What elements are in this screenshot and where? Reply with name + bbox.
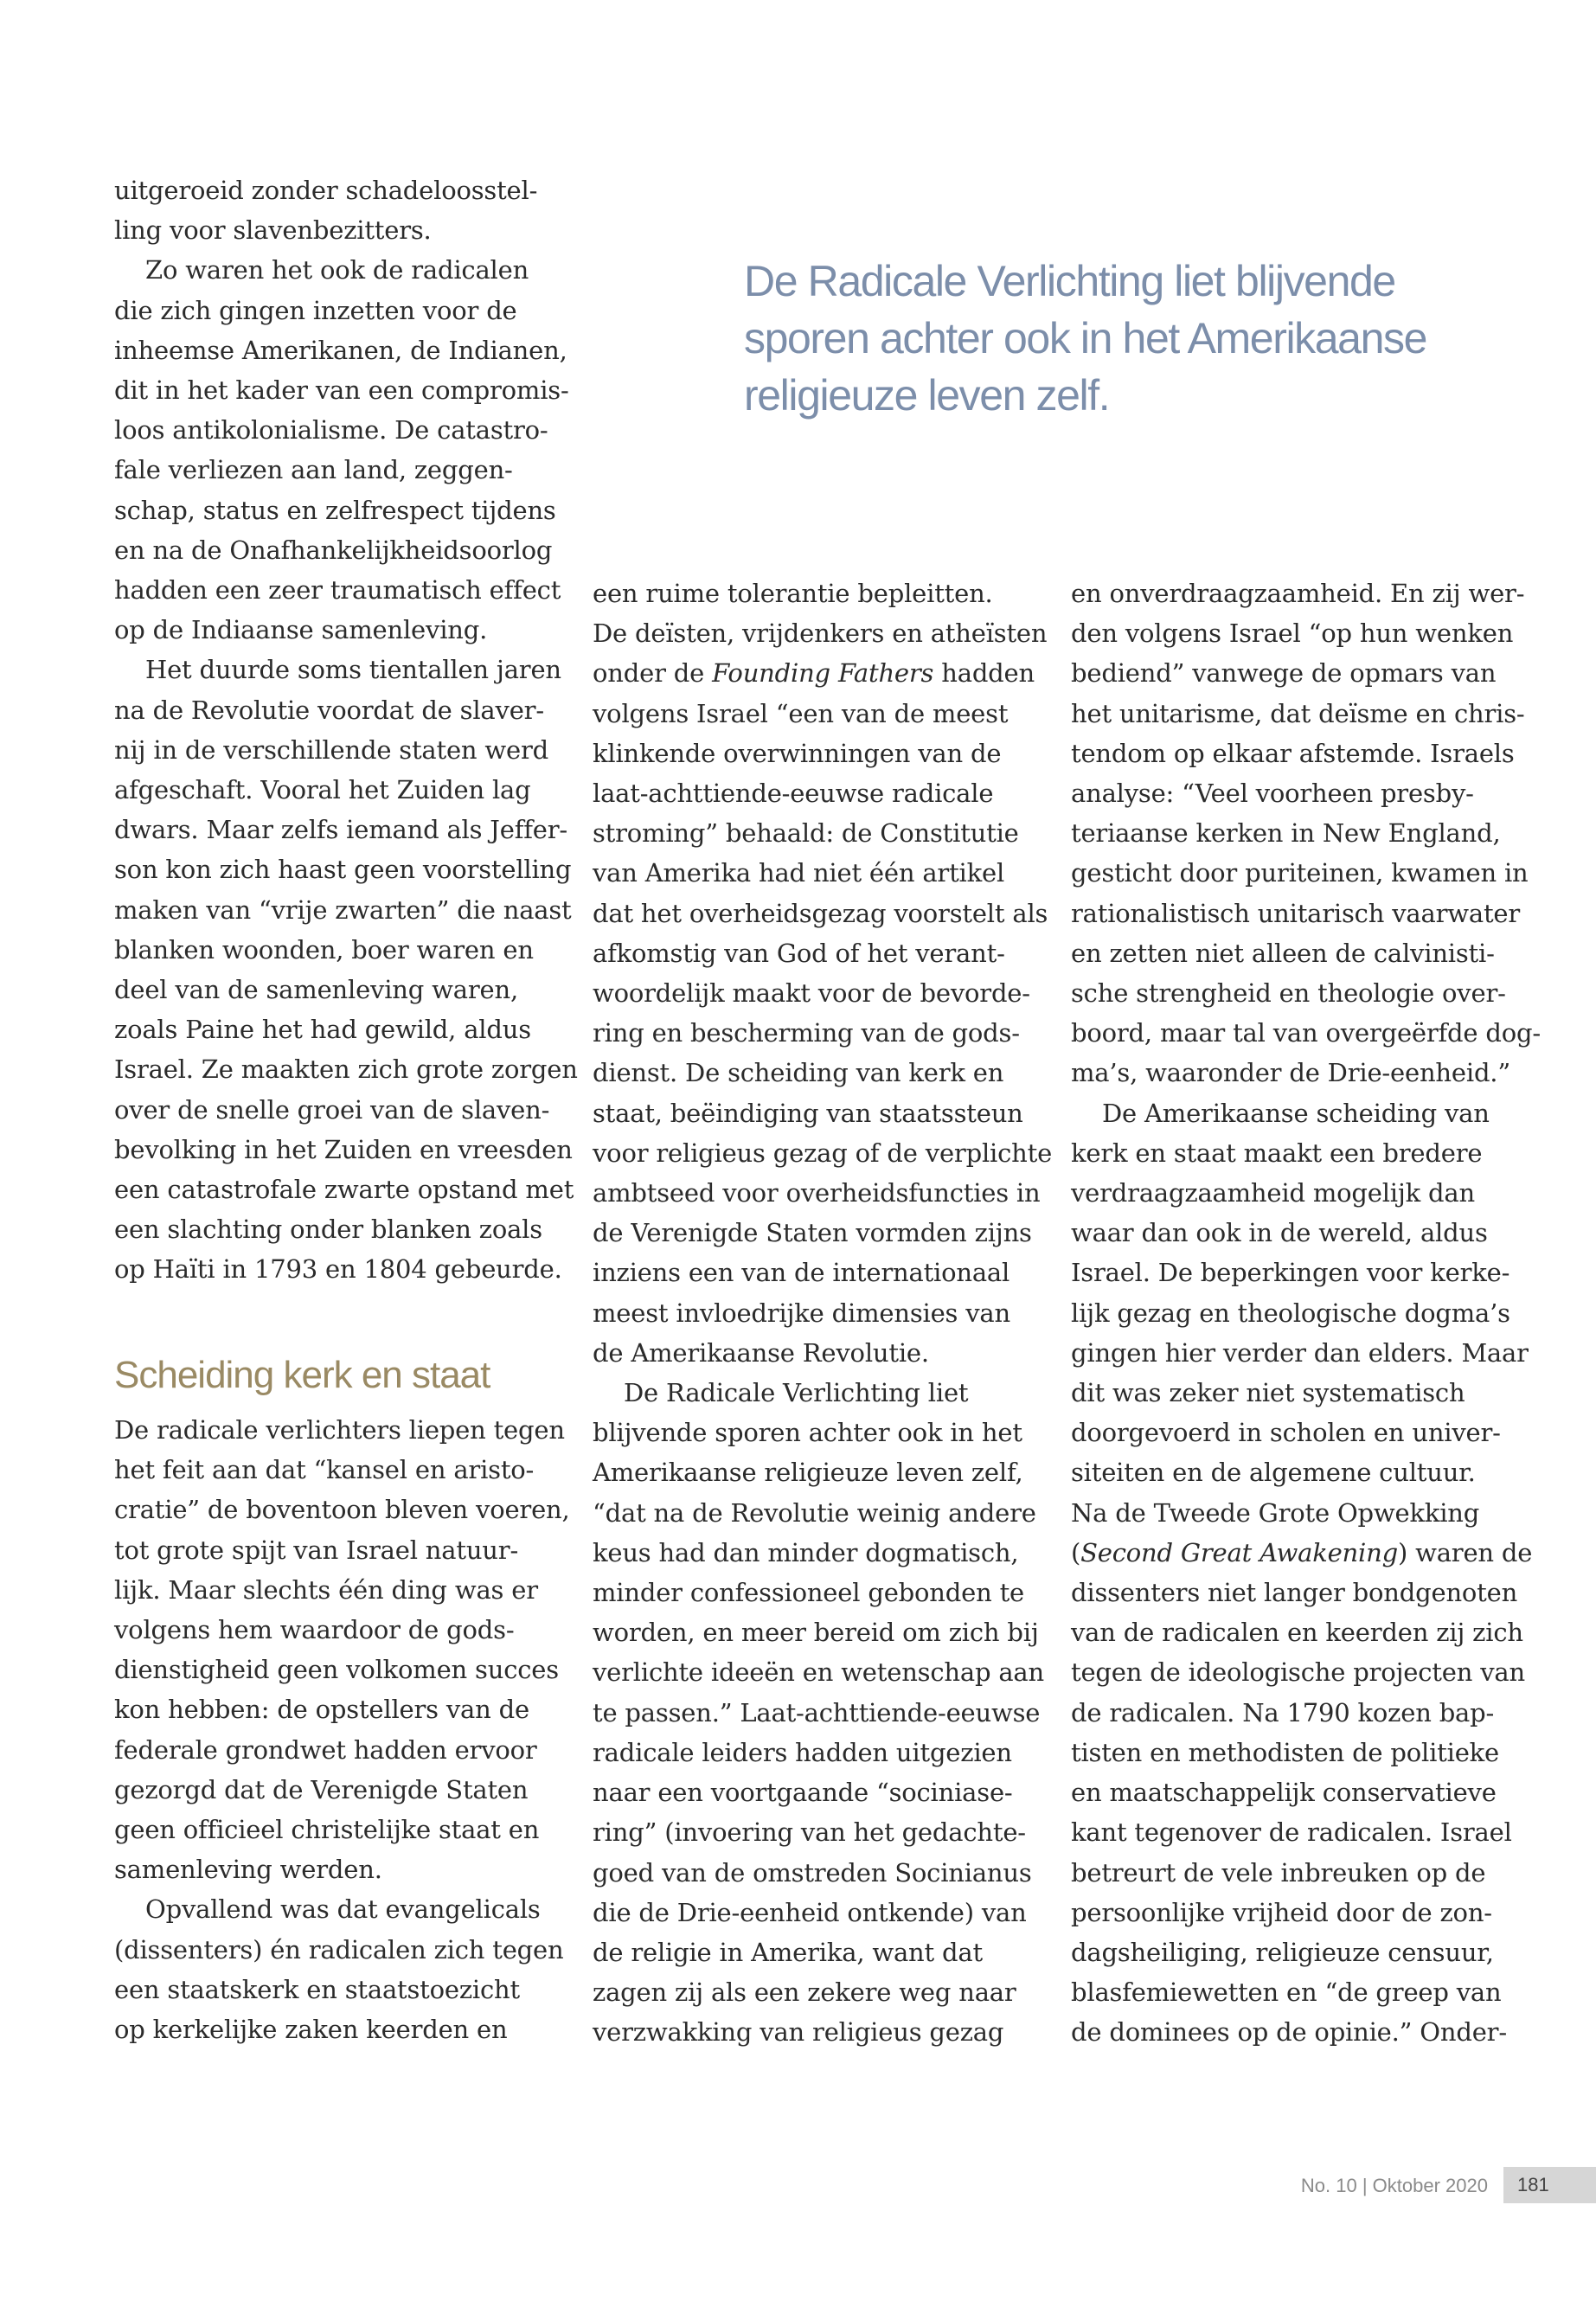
text-line: afkomstig van God of het verant- — [593, 938, 1005, 968]
text-line: ling voor slavenbezitters. — [114, 215, 432, 246]
text-line: afgeschaft. Vooral het Zuiden lag — [114, 775, 531, 805]
text-line: cratie” de boventoon bleven voeren, — [114, 1495, 570, 1525]
column-3 — [1071, 574, 1541, 2053]
italic-text: Second Great Awakening — [1080, 1537, 1398, 1567]
text-line: dagsheiliging, religieuze censuur, — [1071, 1937, 1494, 1967]
text-line: de religie in Amerika, want dat — [593, 1937, 983, 1967]
text-line: ambtseed voor overheidsfuncties in — [593, 1178, 1041, 1208]
text-line: en na de Onafhankelijkheidsoorlog — [114, 535, 553, 565]
text-line: maken van “vrije zwarten” die naast — [114, 894, 572, 925]
text-line: blanken woonden, boer waren en — [114, 934, 534, 965]
column-2 — [593, 574, 1053, 2053]
text-line: een staatskerk en staatstoezicht — [114, 1974, 520, 2004]
text-line: Na de Tweede Grote Opwekking — [1071, 1497, 1480, 1528]
text-line: geen officieel christelijke staat en — [114, 1815, 540, 1845]
text-line: het unitarisme, dat deïsme en chris- — [1071, 698, 1525, 728]
text-line: naar een voortgaande “sociniase- — [593, 1778, 1013, 1808]
text-line: dit in het kader van een compromis- — [114, 375, 569, 406]
text-fragment: ( — [1071, 1537, 1081, 1567]
text-line: schap, status en zelfrespect tijdens — [114, 495, 556, 525]
text-line: De Radicale Verlichting liet — [624, 1378, 969, 1408]
text-line: Opvallend was dat evangelicals — [145, 1894, 541, 1925]
text-line: van de radicalen en keerden zij zich — [1071, 1618, 1523, 1648]
text-line: sche strengheid en theologie over- — [1071, 978, 1506, 1009]
text-line: voor religieus gezag of de verplichte — [593, 1138, 1053, 1168]
text-line: gezorgd dat de Verenigde Staten — [114, 1774, 529, 1804]
text-line: de dominees op de opinie.” Onder- — [1071, 2017, 1507, 2048]
text-line: radicale leiders hadden uitgezien — [593, 1737, 1012, 1767]
text-line: gingen hier verder dan elders. Maar — [1071, 1337, 1529, 1368]
text-line: analyse: “Veel voorheen presby- — [1071, 779, 1474, 809]
text-line: volgens Israel “een van de meest — [593, 698, 1009, 728]
text-line: inheemse Amerikanen, de Indianen, — [114, 335, 567, 365]
text-line: nij in de verschillende staten werd — [114, 734, 549, 765]
text-line: inziens een van de internationaal — [593, 1258, 1010, 1288]
text-line: Zo waren het ook de radicalen — [145, 255, 529, 285]
text-line: verlichte ideeën en wetenschap aan — [593, 1657, 1044, 1688]
text-line: en maatschappelijk conservatieve — [1071, 1778, 1497, 1808]
italic-text: Founding Fathers — [712, 658, 934, 689]
text-line: van Amerika had niet één artikel — [593, 858, 1005, 888]
text-line: fale verliezen aan land, zeggen- — [114, 455, 513, 485]
text-line: volgens hem waardoor de gods- — [114, 1615, 515, 1645]
text-line: blijvende sporen achter ook in het — [593, 1418, 1022, 1448]
text-line: en zetten niet alleen de calvinisti- — [1071, 938, 1495, 968]
text-line: tendom op elkaar afstemde. Israels — [1071, 738, 1515, 768]
text-line: Israel. De beperkingen voor kerke- — [1071, 1258, 1510, 1288]
text-line: verzwakking van religieus gezag — [593, 2017, 1004, 2048]
text-line: son kon zich haast geen voorstelling — [114, 855, 572, 885]
text-line: teriaanse kerken in New England, — [1071, 818, 1501, 849]
text-line: de radicalen. Na 1790 kozen bap- — [1071, 1697, 1495, 1727]
text-line: meest invloedrijke dimensies van — [593, 1298, 1011, 1328]
text-line: een ruime tolerantie bepleitten. — [593, 579, 993, 608]
text-line: “dat na de Revolutie weinig andere — [593, 1497, 1036, 1528]
text-line: worden, en meer bereid om zich bij — [593, 1618, 1039, 1648]
text-line: doorgevoerd in scholen en univer- — [1071, 1418, 1501, 1448]
text-line — [1071, 1533, 1533, 1573]
section-heading: Scheiding kerk en staat — [114, 1354, 490, 1396]
text-line: woordelijk maakt voor de bevorde- — [593, 978, 1030, 1009]
text-line: De deïsten, vrijdenkers en atheïsten — [593, 619, 1048, 649]
text-line: goed van de omstreden Socinianus — [593, 1857, 1032, 1888]
pull-quote-line: sporen achter ook in het Amerikaanse — [744, 314, 1426, 362]
text-line: de Verenigde Staten vormden zijns — [593, 1218, 1032, 1248]
page-number: 181 — [1503, 2167, 1596, 2203]
text-line: kant tegenover de radicalen. Israel — [1071, 1817, 1512, 1848]
text-fragment: ) waren de — [1397, 1537, 1533, 1567]
text-line: dat het overheidsgezag voorstelt als — [593, 898, 1048, 928]
text-line: dienst. De scheiding van kerk en — [593, 1058, 1004, 1088]
text-line: op de Indiaanse samenleving. — [114, 615, 488, 645]
text-line: het feit aan dat “kansel en aristo- — [114, 1455, 535, 1485]
text-line: tisten en methodisten de politieke — [1071, 1737, 1500, 1767]
column-1-bottom — [114, 1410, 570, 2049]
text-line: den volgens Israel “op hun wenken — [1071, 619, 1514, 649]
text-line: boord, maar tal van overgeërfde dog- — [1071, 1018, 1541, 1048]
text-line: kon hebben: de opstellers van de — [114, 1695, 529, 1725]
text-line: op kerkelijke zaken keerden en — [114, 2015, 508, 2045]
text-line: dit was zeker niet systematisch — [1071, 1378, 1465, 1408]
text-line: uitgeroeid zonder schadeloosstel- — [114, 176, 538, 205]
text-line: De Amerikaanse scheiding van — [1102, 1098, 1490, 1128]
text-line: siteiten en de algemene cultuur. — [1071, 1458, 1476, 1488]
text-line: kerk en staat maakt een bredere — [1071, 1138, 1483, 1168]
text-line: ma’s, waaronder de Drie-eenheid.” — [1071, 1058, 1510, 1088]
text-line: dissenters niet langer bondgenoten — [1071, 1578, 1518, 1608]
text-fragment: onder de — [593, 658, 713, 689]
text-line: deel van de samenleving waren, — [114, 975, 518, 1005]
text-line: Het duurde soms tientallen jaren — [145, 655, 561, 685]
column-3-part-b — [1071, 1573, 1525, 2052]
text-line: op Haïti in 1793 en 1804 gebeurde. — [114, 1254, 562, 1285]
text-fragment: hadden — [933, 658, 1035, 689]
text-line: bevolking in het Zuiden en vreesden — [114, 1134, 573, 1164]
text-line: tegen de ideologische projecten van — [1071, 1657, 1525, 1688]
text-line: gesticht door puriteinen, kwamen in — [1071, 858, 1529, 888]
text-line: dwars. Maar zelfs iemand als Jeffer- — [114, 815, 567, 845]
text-line: federale grondwet hadden ervoor — [114, 1734, 537, 1765]
text-line: lijk. Maar slechts één ding was er — [114, 1574, 538, 1605]
text-line: de Amerikaanse Revolutie. — [593, 1337, 929, 1368]
text-line: over de snelle groei van de slaven- — [114, 1094, 550, 1125]
text-line: persoonlijke vrijheid door de zon- — [1071, 1897, 1492, 1927]
text-line: samenleving werden. — [114, 1855, 382, 1885]
text-line: stroming” behaald: de Constitutie — [593, 818, 1019, 849]
text-line: keus had dan minder dogmatisch, — [593, 1537, 1019, 1567]
column-1-top — [114, 170, 578, 1290]
text-line: en onverdraagzaamheid. En zij wer- — [1071, 579, 1525, 608]
text-line: loos antikolonialisme. De catastro- — [114, 415, 548, 445]
pull-quote — [744, 253, 1471, 424]
footer-issue: No. 10 | Oktober 2020 — [1300, 2175, 1488, 2196]
pull-quote-line: religieuze leven zelf. — [744, 371, 1110, 420]
text-line: na de Revolutie voordat de slaver- — [114, 695, 544, 725]
text-line: klinkende overwinningen van de — [593, 738, 1002, 768]
pull-quote-line: De Radicale Verlichting liet blijvende — [744, 257, 1395, 305]
text-line: hadden een zeer traumatisch effect — [114, 575, 561, 606]
text-line: De radicale verlichters liepen tegen — [114, 1415, 565, 1445]
text-line: minder confessioneel gebonden te — [593, 1578, 1024, 1608]
text-line: te passen.” Laat-achttiende-eeuwse — [593, 1697, 1041, 1727]
text-line: laat-achttiende-eeuwse radicale — [593, 779, 994, 809]
text-line: een slachting onder blanken zoals — [114, 1215, 542, 1245]
text-line: die zich gingen inzetten voor de — [114, 295, 517, 325]
text-line: die de Drie-eenheid ontkende) van — [593, 1897, 1027, 1927]
text-line: staat, beëindiging van staatssteun — [593, 1098, 1023, 1128]
text-line — [593, 653, 1034, 693]
text-line: Israel. Ze maakten zich grote zorgen — [114, 1054, 578, 1085]
text-line: Amerikaanse religieuze leven zelf, — [593, 1458, 1023, 1488]
text-line: rationalistisch unitarisch vaarwater — [1071, 898, 1521, 928]
text-line: verdraagzaamheid mogelijk dan — [1071, 1178, 1475, 1208]
text-line: zagen zij als een zekere weg naar — [593, 1977, 1016, 2008]
column-2-rest — [593, 694, 1053, 2053]
text-line: (dissenters) én radicalen zich tegen — [114, 1934, 564, 1965]
text-line: tot grote spijt van Israel natuur- — [114, 1535, 519, 1565]
text-line: ring en bescherming van de gods- — [593, 1018, 1020, 1048]
text-line: ring” (invoering van het gedachte- — [593, 1817, 1026, 1848]
text-line: zoals Paine het had gewild, aldus — [114, 1015, 531, 1045]
text-line: betreurt de vele inbreuken op de — [1071, 1857, 1486, 1888]
text-line: een catastrofale zwarte opstand met — [114, 1175, 574, 1205]
text-line: blasfemiewetten en “de greep van — [1071, 1977, 1502, 2008]
text-line: dienstigheid geen volkomen succes — [114, 1655, 559, 1685]
text-line: waar dan ook in de wereld, aldus — [1071, 1218, 1488, 1248]
column-3-part-a — [1071, 574, 1541, 1533]
text-line: bediend” vanwege de opmars van — [1071, 658, 1497, 689]
text-line: lijk gezag en theologische dogma’s — [1071, 1298, 1510, 1328]
